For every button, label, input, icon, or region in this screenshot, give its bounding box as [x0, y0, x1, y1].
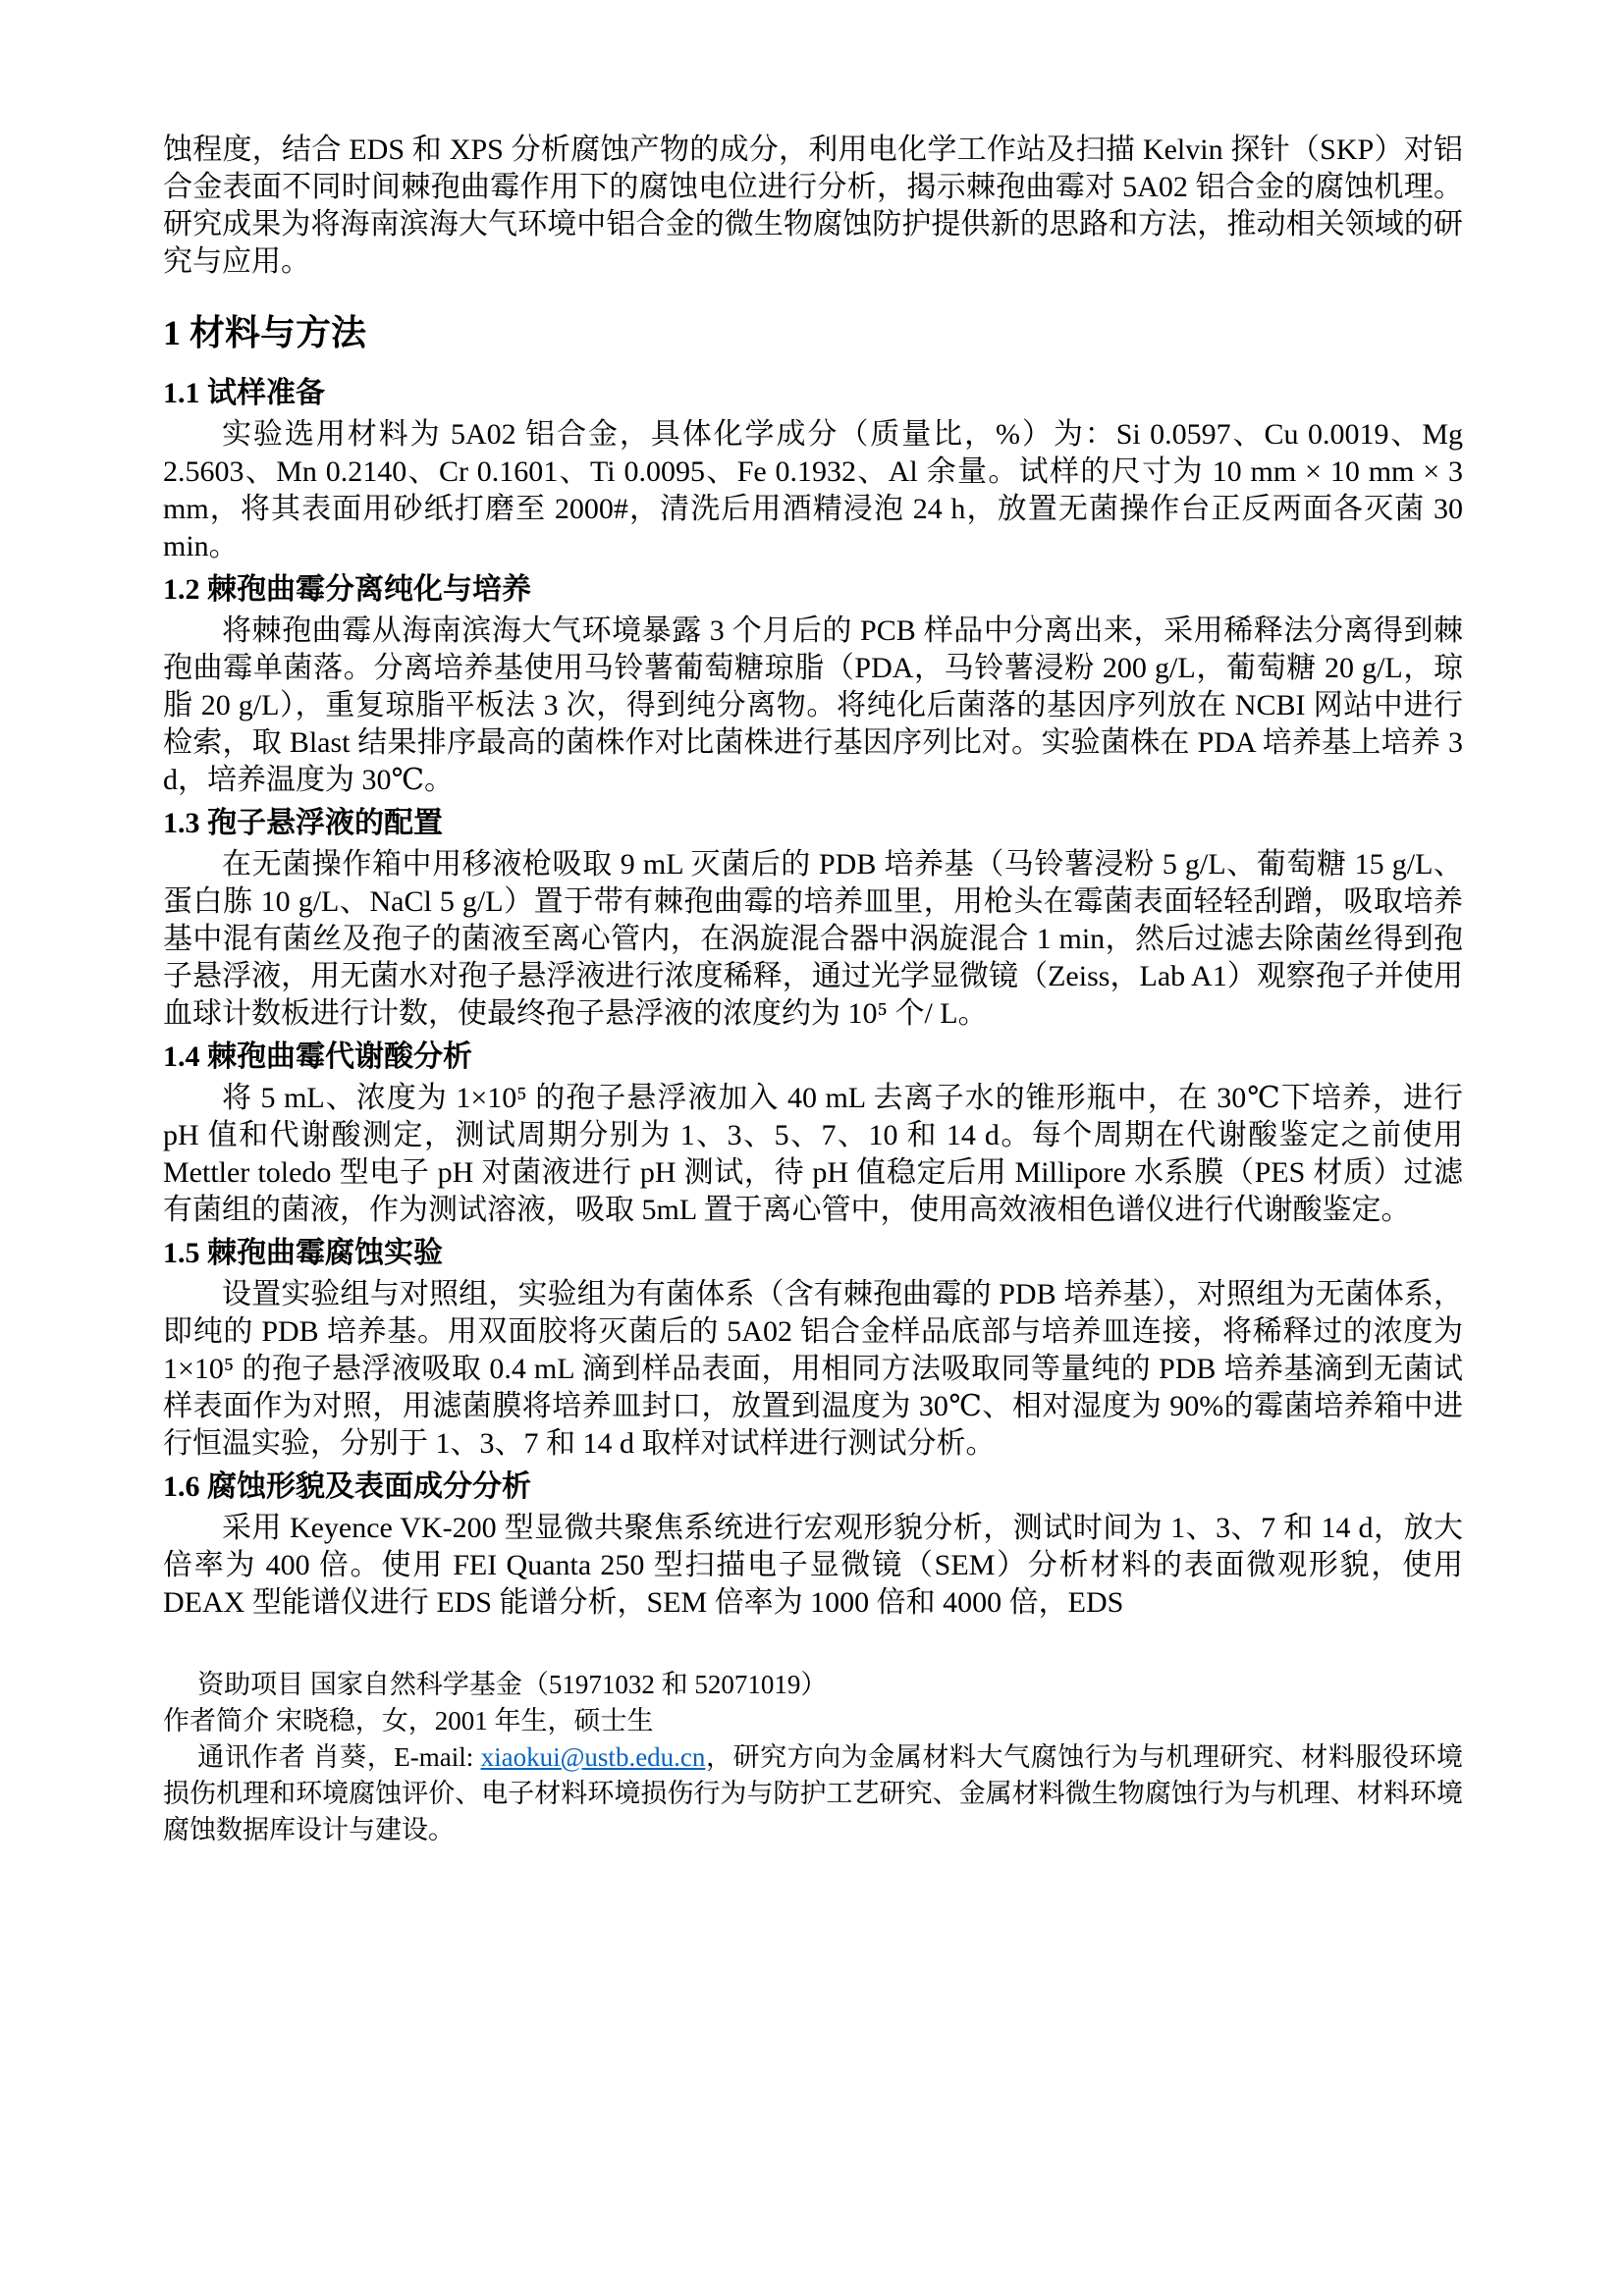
- subsection-heading-1-1: 1.1 试样准备: [163, 377, 325, 409]
- subsection-heading-1-4: 1.4 棘孢曲霉代谢酸分析: [163, 1041, 472, 1073]
- funding-note: 资助项目 国家自然科学基金（51971032 和 52071019）: [197, 1670, 828, 1699]
- subsection-heading-1-5: 1.5 棘孢曲霉腐蚀实验: [163, 1237, 443, 1269]
- subsection-body-1-5: 设置实验组与对照组，实验组为有菌体系（含有棘孢曲霉的 PDB 培养基），对照组为无菌体系，即纯的 PDB 培养基。用双面胶将灭菌后的 5A02 铝合金样品底部与培养皿连接，将稀释过的浓度为 1×10⁵ 的孢子悬浮液吸取 0.4 mL 滴到样品表面，用相同方法吸取同等量纯的 PDB 培养基滴到无菌试样表面作为对照，用滤菌膜将培养皿封口，放置到温度为 30℃、相对湿度为 90%的霉菌培养箱中进行恒温实验，分别于 1、3、7 和 14 d 取样对试样进行测试分析。: [163, 1278, 1463, 1460]
- subsection-heading-1-3: 1.3 孢子悬浮液的配置: [163, 807, 443, 839]
- subsection-body-1-2: 将棘孢曲霉从海南滨海大气环境暴露 3 个月后的 PCB 样品中分离出来，采用稀释法分离得到棘孢曲霉单菌落。分离培养基使用马铃薯葡萄糖琼脂（PDA，马铃薯浸粉 200 g/L，葡萄糖 20 g/L，琼脂 20 g/L），重复琼脂平板法 3 次，得到纯分离物。将纯化后菌落的基因序列放在 NCBI 网站中进行检索，取 Blast 结果排序最高的菌株作对比菌株进行基因序列比对。实验菌株在 PDA 培养基上培养 3 d，培养温度为 30℃。: [163, 614, 1463, 796]
- subsection-heading-1-6: 1.6 腐蚀形貌及表面成分分析: [163, 1470, 531, 1503]
- author-bio-note: 作者简介 宋晓稳，女，2001 年生，硕士生: [163, 1706, 654, 1735]
- subsection-body-1-6: 采用 Keyence VK-200 型显微共聚焦系统进行宏观形貌分析，测试时间为 1、3、7 和 14 d，放大倍率为 400 倍。使用 FEI Quanta 250 型扫描电子显微镜（SEM）分析材料的表面微观形貌，使用 DEAX 型能谱仪进行 EDS 能谱分析，SEM 倍率为 1000 倍和 4000 倍，EDS: [163, 1512, 1463, 1619]
- footnote-block: [163, 1667, 1463, 1848]
- subsection-body-1-3: 在无菌操作箱中用移液枪吸取 9 mL 灭菌后的 PDB 培养基（马铃薯浸粉 5 g/L、葡萄糖 15 g/L、蛋白胨 10 g/L、NaCl 5 g/L）置于带有棘孢曲霉的培养皿里，用枪头在霉菌表面轻轻刮蹭，吸取培养基中混有菌丝及孢子的菌液至离心管内，在涡旋混合器中涡旋混合 1 min，然后过滤去除菌丝得到孢子悬浮液，用无菌水对孢子悬浮液进行浓度稀释，通过光学显微镜（Zeiss，Lab A1）观察孢子并使用血球计数板进行计数，使最终孢子悬浮液的浓度约为 10⁵ 个/ L。: [163, 848, 1463, 1030]
- subsection-body-1-1: 实验选用材料为 5A02 铝合金，具体化学成分（质量比，%）为：Si 0.0597、Cu 0.0019、Mg 2.5603、Mn 0.2140、Cr 0.1601、Ti 0.0095、Fe 0.1932、Al 余量。试样的尺寸为 10 mm × 10 mm × 3 mm，将其表面用砂纸打磨至 2000#，清洗后用酒精浸泡 24 h，放置无菌操作台正反两面各灭菌 30 min。: [163, 418, 1463, 562]
- subsection-heading-1-2: 1.2 棘孢曲霉分离纯化与培养: [163, 573, 531, 606]
- corresponding-author-prefix: 通讯作者 肖葵，E-mail:: [197, 1742, 481, 1772]
- corresponding-author-note: [163, 1739, 1463, 1848]
- intro-paragraph: 蚀程度，结合 EDS 和 XPS 分析腐蚀产物的成分，利用电化学工作站及扫描 Kelvin 探针（SKP）对铝合金表面不同时间棘孢曲霉作用下的腐蚀电位进行分析，揭示棘孢曲霉对 5A02 铝合金的腐蚀机理。研究成果为将海南滨海大气环境中铝合金的微生物腐蚀防护提供新的思路和方法，推动相关领域的研究与应用。: [163, 133, 1463, 278]
- email-link[interactable]: xiaokui@ustb.edu.cn: [480, 1742, 706, 1772]
- corresponding-author-suffix: ，研究方向为金属材料大气腐蚀行为与机理研究、材料服役环境损伤机理和环境腐蚀评价、电子材料环境损伤行为与防护工艺研究、金属材料微生物腐蚀行为与机理、材料环境腐蚀数据库设计与建设。: [163, 1742, 1463, 1844]
- section-heading-materials-methods: 1 材料与方法: [163, 313, 367, 352]
- subsection-body-1-4: 将 5 mL、浓度为 1×10⁵ 的孢子悬浮液加入 40 mL 去离子水的锥形瓶中，在 30℃下培养，进行 pH 值和代谢酸测定，测试周期分别为 1、3、5、7、10 和 14 d。每个周期在代谢酸鉴定之前使用 Mettler toledo 型电子 pH 对菌液进行 pH 测试，待 pH 值稳定后用 Millipore 水系膜（PES 材质）过滤有菌组的菌液，作为测试溶液，吸取 5mL 置于离心管中，使用高效液相色谱仪进行代谢酸鉴定。: [163, 1082, 1463, 1226]
